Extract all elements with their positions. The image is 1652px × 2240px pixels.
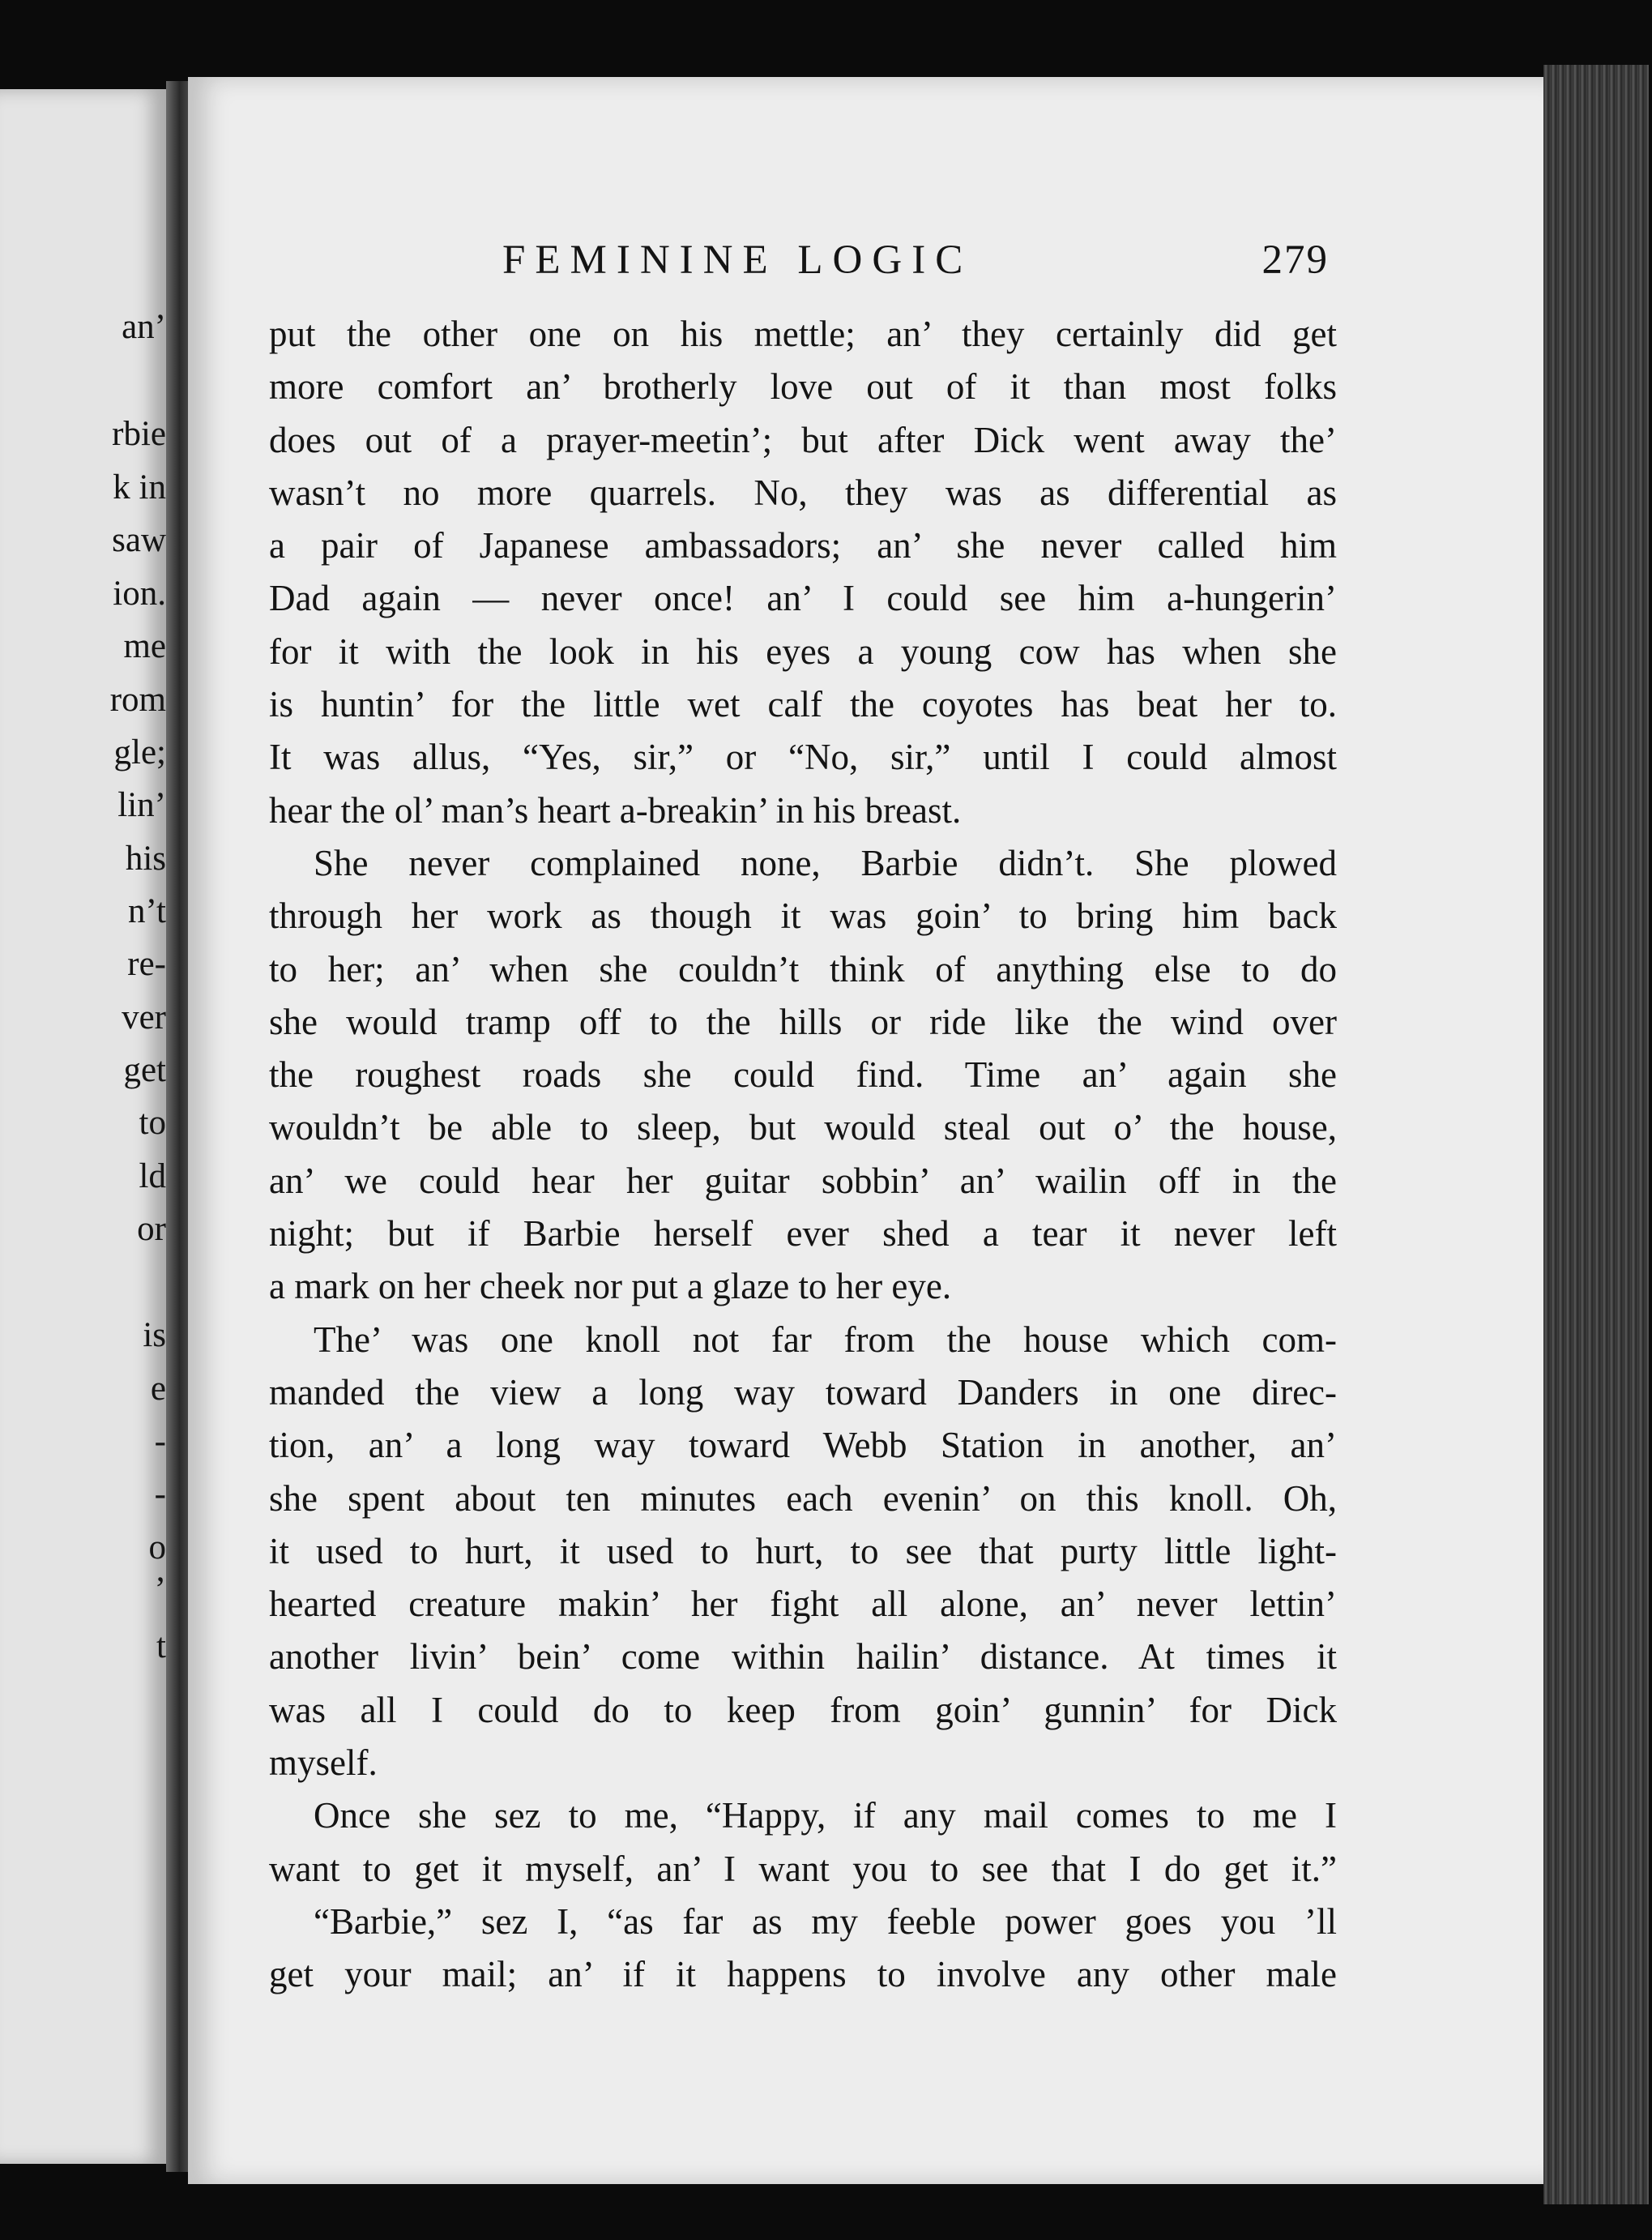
text-line: an’ we could hear her guitar sobbin’ an’ wailin off in the [269,1160,1337,1201]
left-page-fragment: or [137,1210,166,1248]
book-gutter [166,81,190,2172]
text-line: does out of a prayer-meetin’; but after Dick went away the’ [269,419,1337,460]
text-line: she spent about ten minutes each evenin’ on this knoll. Oh, [269,1477,1337,1519]
text-line: hearted creature makin’ her fight all alone, an’ never lettin’ [269,1584,1337,1625]
running-head: FEMININE LOGIC [502,237,973,283]
text-line: hear the ol’ man’s heart a-breakin’ in his breast. [269,789,962,831]
text-line: more comfort an’ brotherly love out of it than most folks [269,366,1337,408]
text-line: it used to hurt, it used to hurt, to see that purty little light- [269,1530,1337,1571]
left-page-fragment: rom [109,681,166,719]
body-text [269,308,1337,2002]
left-page-text [0,0,166,2240]
text-line: tion, an’ a long way toward Webb Station in another, an’ [269,1425,1337,1466]
left-page-fragment: ver [122,998,166,1037]
text-line: was all I could do to keep from goin’ gunnin’ for Dick [269,1689,1337,1730]
text-line: wasn’t no more quarrels. No, they was as differential as [269,472,1337,513]
left-page-fragment: to [139,1104,166,1142]
left-page-fragment: re- [127,945,166,983]
text-line: for it with the look in his eyes a young cow has when she [269,631,1337,672]
left-page-fragment: saw [112,521,166,559]
text-line: want to get it myself, an’ I want you to see that I do get it.” [269,1848,1337,1889]
text-line: “Barbie,” sez I, “as far as my feeble power goes you ’ll [314,1900,1337,1942]
left-page-fragment: rbie [112,415,166,453]
page-edges [1543,65,1649,2204]
left-page-fragment: get [123,1051,166,1089]
text-line: get your mail; an’ if it happens to involve any other male [269,1954,1337,1995]
text-line: another livin’ bein’ come within hailin’ distance. At times it [269,1636,1337,1678]
text-line: myself. [269,1742,378,1784]
text-line: is huntin’ for the little wet calf the coyotes has beat her to. [269,684,1337,725]
left-page-fragment: his [125,840,166,878]
text-line: It was allus, “Yes, sir,” or “No, sir,” until I could almost [269,737,1337,778]
text-line: through her work as though it was goin’ to bring him back [269,896,1337,937]
text-line: Once she sez to me, “Happy, if any mail comes to me I [314,1795,1337,1836]
text-line: she would tramp off to the hills or ride like the wind over [269,1001,1337,1042]
text-line: a mark on her cheek nor put a glaze to her eye. [269,1266,952,1307]
left-page-fragment: k in [113,468,166,507]
text-line: manded the view a long way toward Danders in one direc- [269,1371,1337,1413]
page-number: 279 [1261,237,1329,283]
left-page-fragment: e [150,1370,166,1408]
text-line: to her; an’ when she couldn’t think of anything else to do [269,948,1337,990]
left-page-fragment: ’ [154,1571,166,1609]
text-line: a pair of Japanese ambassadors; an’ she never called him [269,525,1337,566]
left-page-fragment: me [123,627,166,665]
page-header [502,237,1329,285]
left-page-fragment: - [154,1475,166,1513]
left-page-fragment: t [156,1627,166,1665]
text-line: the roughest roads she could find. Time an’ again she [269,1054,1337,1096]
text-line: Dad again — never once! an’ I could see him a-hungerin’ [269,578,1337,619]
text-line: The’ was one knoll not far from the house which com- [314,1319,1337,1360]
text-line: wouldn’t be able to sleep, but would steal out o’ the house, [269,1107,1337,1148]
left-page-fragment: an’ [122,308,166,346]
left-page-fragment: - [154,1422,166,1460]
left-page-fragment: ld [139,1157,166,1195]
left-page-fragment: ion. [113,575,166,613]
left-page-fragment: n’t [128,892,166,930]
text-line: She never complained none, Barbie didn’t. She plowed [314,842,1337,883]
left-page-fragment: gle; [113,733,166,772]
text-line: night; but if Barbie herself ever shed a tear it never left [269,1213,1337,1255]
text-line: put the other one on his mettle; an’ they certainly did get [269,314,1337,354]
left-page-fragment: o [148,1528,166,1567]
left-page-fragment: is [143,1316,166,1354]
left-page-fragment: lin’ [117,786,166,824]
